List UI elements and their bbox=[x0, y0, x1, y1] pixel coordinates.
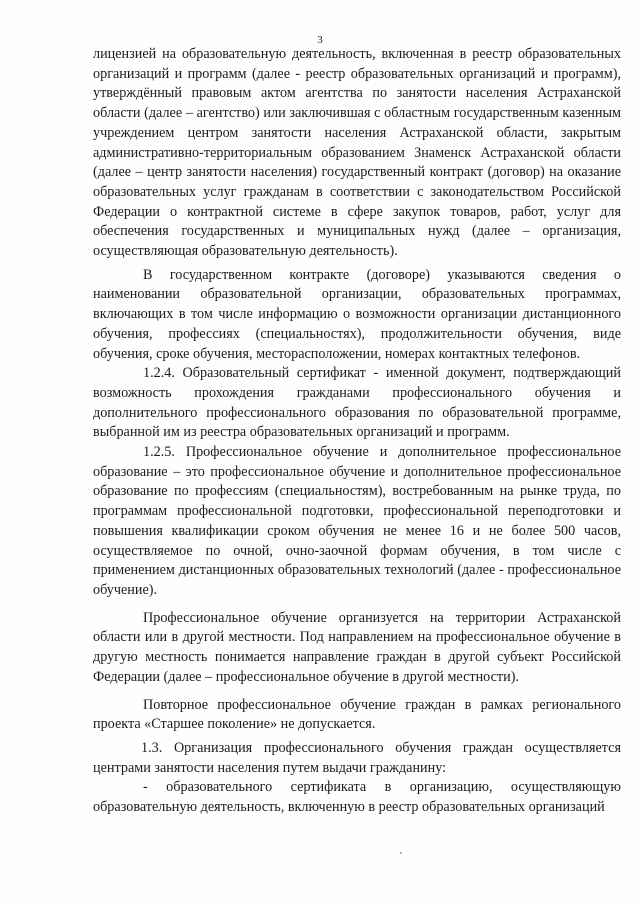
paragraph-license-continuation: лицензией на образовательную деятельность, включенная в реестр образовательных организаций и программ (далее - реестр образовательных организаций и программ), утверждённый правовым актом агентства по занятости населения Астраханской области (далее – агентство) или заключившая с областным государственным казенным учреждением центром занятости населения Астраханской области, закрытым административно-территориальным образованием Знаменск Астраханской области (далее – центр занятости населения) государственный контракт (договор) на оказание образовательных услуг гражданам в соответствии с законодательством Российской Федерации о контрактной системе в сфере закупок товаров, работ, услуг для обеспечения государственных и муниципальных нужд (далее – организация, осуществляющая образовательную деятельность). bbox=[93, 46, 621, 260]
paragraph-state-contract-details: В государственном контракте (договоре) указываются сведения о наименовании образовательной организации, образовательных программах, включающих в том числе информацию о возможности организации дистанционного обучения, профессиях (специальностях), продолжительности обучения, виде обучения, сроке обучения, месторасположении, номерах контактных телефонов. bbox=[93, 266, 621, 362]
paragraph-1-2-5-training-definition: 1.2.5. Профессиональное обучение и дополнительное профессиональное образование – это профессиональное обучение и дополнительное профессиональное образование по профессиям (специальностям), востребованным на рынке труда, по программам профессиональной подготовки, профессиональной переподготовки и повышения квалификации сроком обучения не менее 16 и не более 500 часов, осуществляемое по очной, очно-заочной формам обучения, в том числе с применением дистанционных образовательных технологий (далее - профессиональное обучение). bbox=[93, 444, 621, 598]
scan-speck bbox=[400, 852, 402, 854]
paragraph-training-location: Профессиональное обучение организуется на территории Астраханской области или в другой местности. Под направлением на профессиональное обучение в другую местность понимается направление граждан в другой субъект Российской Федерации (далее – профессиональное обучение в другой местности). bbox=[93, 609, 621, 685]
paragraph-certificate-list-item: - образовательного сертификата в организацию, осуществляющую образовательную деятельность, включенную в реестр образовательных организаций bbox=[93, 779, 621, 816]
document-body bbox=[93, 45, 621, 818]
paragraph-1-3-organization: 1.3. Организация профессионального обучения граждан осуществляется центрами занятости населения путем выдачи гражданину: bbox=[93, 739, 621, 776]
paragraph-1-2-4-certificate: 1.2.4. Образовательный сертификат - именной документ, подтверждающий возможность прохождения гражданами профессионального обучения и дополнительного профессионального образования по образовательной программе, выбранной им из реестра образовательных организаций и программ. bbox=[93, 365, 621, 441]
paragraph-repeat-training: Повторное профессиональное обучение граждан в рамках регионального проекта «Старшее поколение» не допускается. bbox=[93, 696, 621, 733]
page-number: 3 bbox=[317, 34, 323, 46]
